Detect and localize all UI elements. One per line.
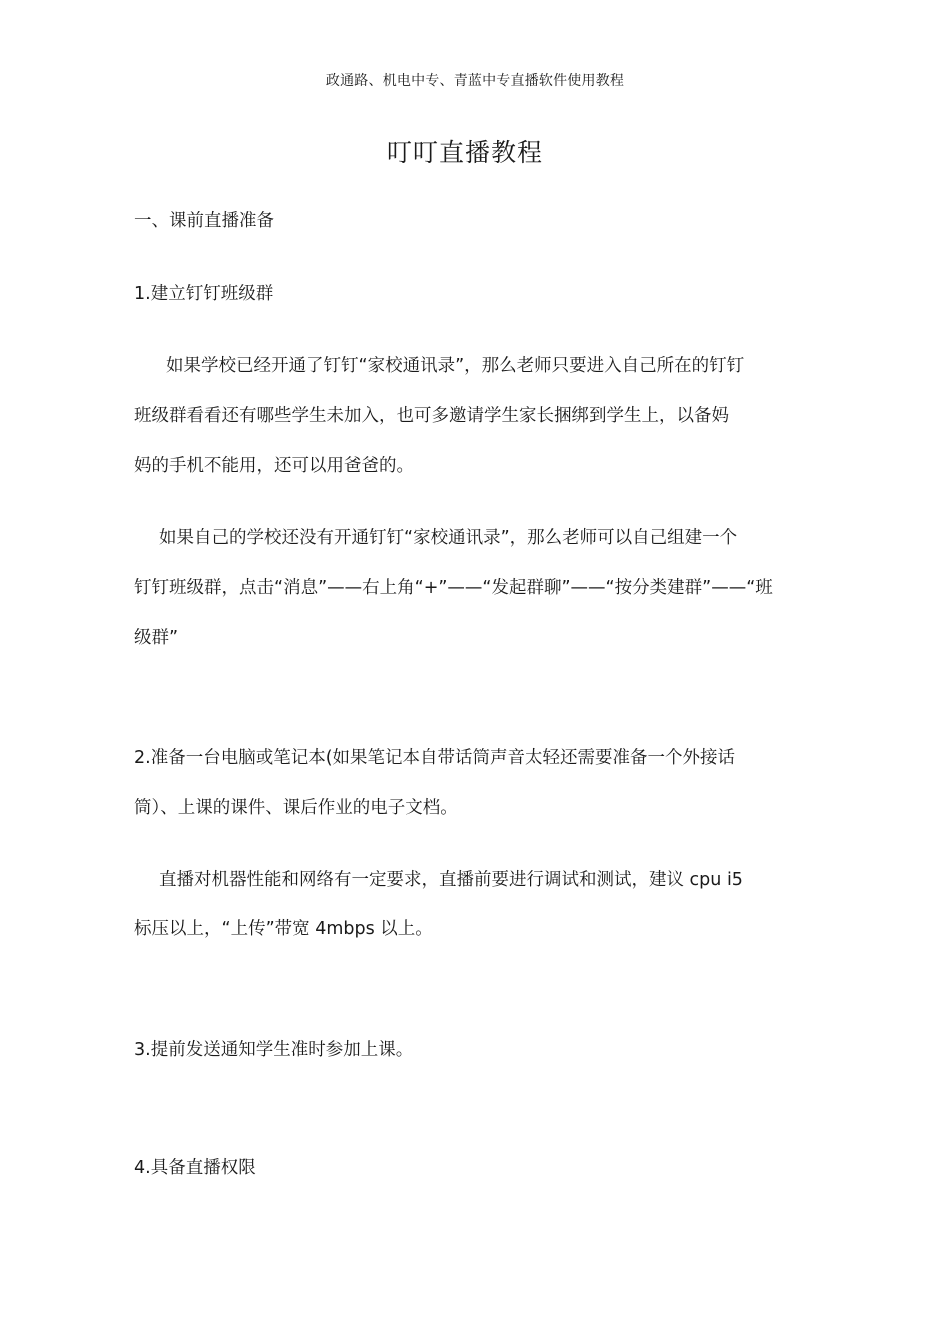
step1-para2-line3: 级群” [134,628,179,648]
section-heading: 一、课前直播准备 [134,211,274,231]
page-header: 政通路、机电中专、青蓝中专直播软件使用教程 [325,73,625,89]
document-title: 叮叮直播教程 [386,138,543,167]
step1-heading: 1.建立钉钉班级群 [134,284,274,304]
step1-para1-line1: 如果学校已经开通了钉钉“家校通讯录”，那么老师只要进入自己所在的钉钉 [166,356,745,376]
step2-line2: 筒）、上课的课件、课后作业的电子文档。 [134,798,458,818]
step2-line1: 2.准备一台电脑或笔记本(如果笔记本自带话筒声音太轻还需要准备一个外接话 [134,748,736,768]
step1-para1-line2: 班级群看看还有哪些学生未加入，也可多邀请学生家长捆绑到学生上，以备妈 [134,406,729,426]
step1-para1-line3: 妈的手机不能用，还可以用爸爸的。 [134,456,414,476]
step4-heading: 4.具备直播权限 [134,1158,256,1178]
step2-para-line2: 标压以上，“上传”带宽 4mbps 以上。 [134,919,433,939]
step3-heading: 3.提前发送通知学生准时参加上课。 [134,1040,414,1060]
step1-para2-line1: 如果自己的学校还没有开通钉钉“家校通讯录”，那么老师可以自己组建一个 [159,528,738,548]
step1-para2-line2: 钉钉班级群，点击“消息”——右上角“+”——“发起群聊”——“按分类建群”——“班 [134,578,773,598]
step2-para-line1: 直播对机器性能和网络有一定要求，直播前要进行调试和测试，建议 cpu i5 [159,870,743,890]
